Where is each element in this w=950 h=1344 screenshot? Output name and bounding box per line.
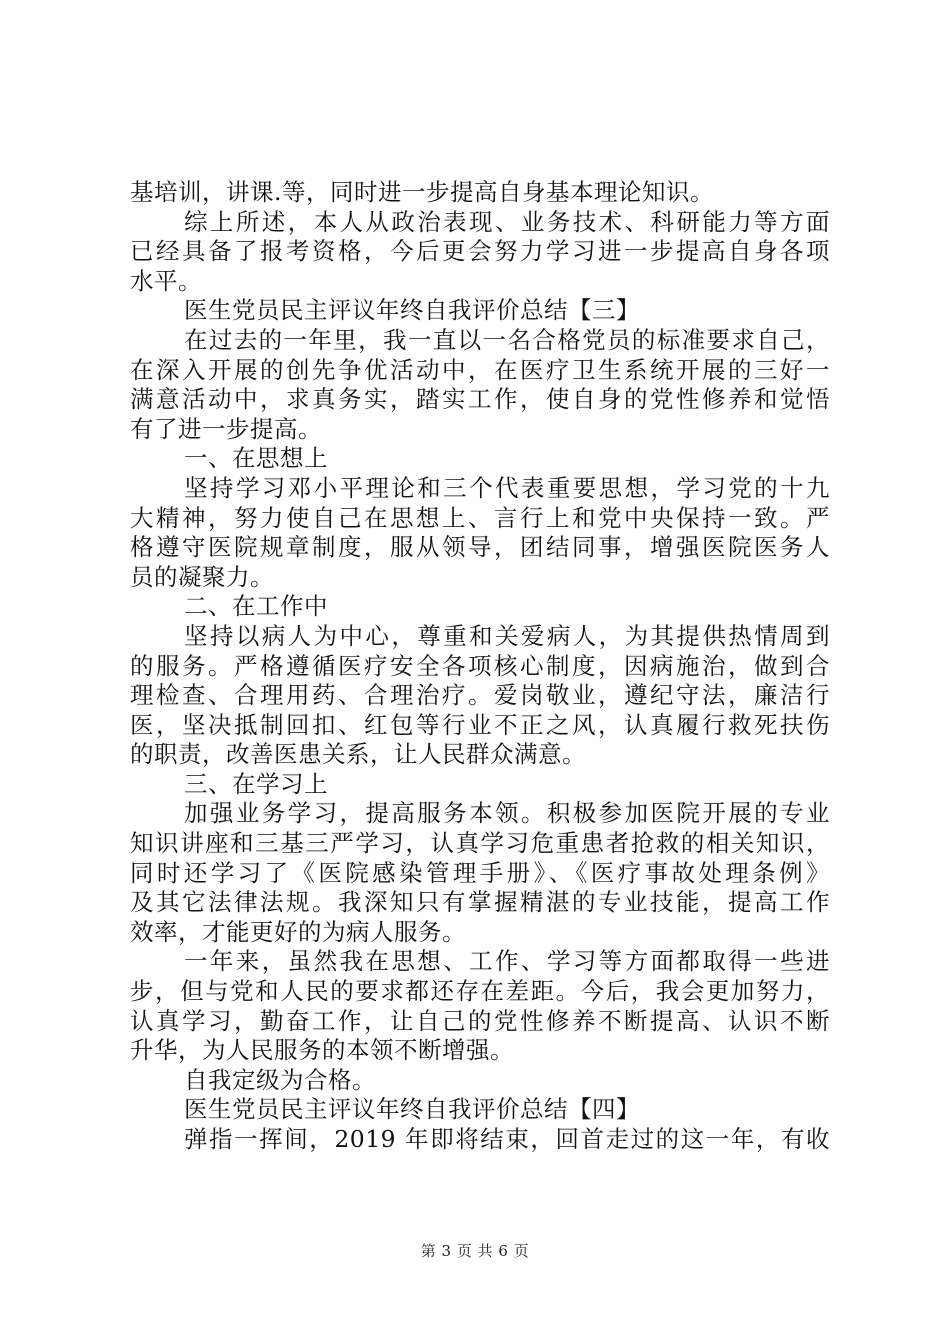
text-line: 医生党员民主评议年终自我评价总结【三】 <box>184 296 640 325</box>
text-line: 大精神，努力使自己在思想上、言行上和党中央保持一致。严 <box>130 503 830 532</box>
text-line: 二、在工作中 <box>184 592 328 621</box>
text-line: 知识讲座和三基三严学习，认真学习危重患者抢救的相关知识， <box>130 829 830 858</box>
text-line: 在深入开展的创先争优活动中，在医疗卫生系统开展的三好一 <box>130 355 830 384</box>
text-line: 认真学习，勤奋工作，让自己的党性修养不断提高、认识不断 <box>130 1006 830 1035</box>
text-line: 基培训，讲课.等，同时进一步提高自身基本理论知识。 <box>130 178 714 206</box>
text-line: 医，坚决抵制回扣、红包等行业不正之风，认真履行救死扶伤 <box>130 710 830 739</box>
text-line: 及其它法律法规。我深知只有掌握精湛的专业技能，提高工作 <box>130 888 830 917</box>
text-line: 步，但与党和人民的要求都还存在差距。今后，我会更加努力， <box>130 977 830 1006</box>
text-line: 加强业务学习，提高服务本领。积极参加医院开展的专业 <box>184 799 830 828</box>
text-line: 在过去的一年里，我一直以一名合格党员的标准要求自己， <box>184 325 830 354</box>
page-footer: 第 3 页 共 6 页 <box>420 1242 530 1260</box>
text-line: 理检查、合理用药、合理治疗。爱岗敬业，遵纪守法，廉洁行 <box>130 681 830 710</box>
document-body <box>130 178 830 1155</box>
text-line: 坚持学习邓小平理论和三个代表重要思想，学习党的十九 <box>184 473 830 502</box>
text-line: 员的凝聚力。 <box>130 562 274 591</box>
text-line: 效率，才能更好的为病人服务。 <box>130 917 466 946</box>
text-line: 三、在学习上 <box>184 769 328 798</box>
text-line: 一年来，虽然我在思想、工作、学习等方面都取得一些进 <box>184 947 830 976</box>
text-line: 自我定级为合格。 <box>184 1065 376 1094</box>
text-line: 同时还学习了《医院感染管理手册》、《医疗事故处理条例》 <box>130 858 830 887</box>
text-line: 综上所述，本人从政治表现、业务技术、科研能力等方面 <box>184 207 830 236</box>
text-line: 坚持以病人为中心，尊重和关爱病人，为其提供热情周到 <box>184 621 830 650</box>
text-line: 升华，为人民服务的本领不断增强。 <box>130 1036 514 1065</box>
text-line: 弹指一挥间，2019 年即将结束，回首走过的这一年，有收 <box>184 1125 830 1153</box>
text-line: 的职责，改善医患关系，让人民群众满意。 <box>130 740 586 769</box>
text-line: 水平。 <box>130 266 202 295</box>
text-line: 格遵守医院规章制度，服从领导，团结同事，增强医院医务人 <box>130 533 830 562</box>
text-line: 的服务。严格遵循医疗安全各项核心制度，因病施治，做到合 <box>130 651 830 680</box>
text-line: 医生党员民主评议年终自我评价总结【四】 <box>184 1095 640 1124</box>
text-line: 满意活动中，求真务实，踏实工作，使自身的党性修养和觉悟 <box>130 385 830 414</box>
text-line: 已经具备了报考资格，今后更会努力学习进一步提高自身各项 <box>130 237 830 266</box>
text-line: 一、在思想上 <box>184 444 328 473</box>
text-line: 有了进一步提高。 <box>130 414 322 443</box>
